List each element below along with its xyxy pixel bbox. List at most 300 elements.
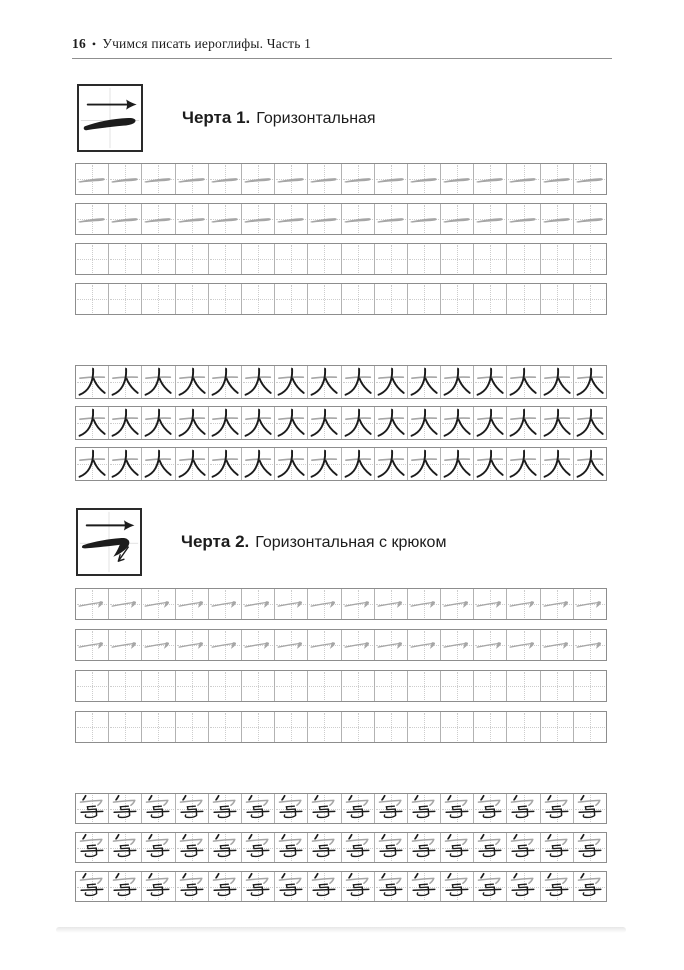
- trace-cell-glyph: [507, 204, 539, 234]
- empty-cell: [408, 671, 441, 701]
- trace-cell-glyph: [342, 630, 374, 660]
- trace-cell: [474, 164, 507, 194]
- empty-cell: [408, 712, 441, 742]
- trace-cell: [507, 589, 540, 619]
- trace-cell-glyph: [308, 589, 340, 619]
- trace-cell: [574, 630, 606, 660]
- trace-cell-glyph: [76, 589, 108, 619]
- character-cell: [176, 872, 209, 901]
- character-cell-glyph: [408, 794, 440, 823]
- character-cell-glyph: [408, 407, 440, 439]
- character-cell-glyph: [142, 833, 174, 862]
- trace-row: [75, 588, 607, 620]
- character-cell: [308, 366, 341, 398]
- empty-cell: [275, 712, 308, 742]
- character-cell-glyph: [76, 407, 108, 439]
- trace-cell: [209, 204, 242, 234]
- trace-cell: [408, 164, 441, 194]
- character-cell-glyph: [541, 448, 573, 480]
- character-cell-glyph: [574, 407, 606, 439]
- trace-cell-glyph: [76, 630, 108, 660]
- trace-cell: [408, 589, 441, 619]
- character-cell-glyph: [242, 448, 274, 480]
- trace-cell: [342, 164, 375, 194]
- character-cell-glyph: [541, 872, 573, 901]
- trace-cell: [574, 204, 606, 234]
- character-cell: [375, 366, 408, 398]
- empty-cell: [176, 244, 209, 274]
- character-cell: [142, 833, 175, 862]
- character-cell: [441, 448, 474, 480]
- character-cell: [574, 366, 606, 398]
- character-cell: [574, 407, 606, 439]
- stroke-1-practice-grid: [75, 163, 607, 323]
- trace-cell-glyph: [142, 164, 174, 194]
- trace-cell-glyph: [275, 589, 307, 619]
- character-cell-glyph: [507, 794, 539, 823]
- character-cell: [441, 872, 474, 901]
- trace-cell-glyph: [176, 204, 208, 234]
- empty-cell: [176, 671, 209, 701]
- character-cell: [242, 872, 275, 901]
- trace-cell-glyph: [408, 630, 440, 660]
- character-cell-glyph: [342, 872, 374, 901]
- character-cell: [242, 448, 275, 480]
- character-cell-glyph: [76, 872, 108, 901]
- trace-cell: [574, 589, 606, 619]
- trace-cell-glyph: [242, 589, 274, 619]
- trace-row: [75, 163, 607, 195]
- empty-cell: [142, 244, 175, 274]
- character-cell-glyph: [275, 794, 307, 823]
- trace-cell-glyph: [76, 204, 108, 234]
- trace-cell: [441, 630, 474, 660]
- horizontal-hook-stroke-diagram-icon: [78, 510, 140, 574]
- character-cell: [275, 407, 308, 439]
- stroke-1-number-label: Черта 1.: [182, 108, 251, 127]
- character-cell: [176, 366, 209, 398]
- character-cell: [308, 872, 341, 901]
- trace-cell-glyph: [574, 630, 606, 660]
- empty-cell: [441, 284, 474, 314]
- trace-cell: [408, 204, 441, 234]
- trace-cell-glyph: [474, 204, 506, 234]
- trace-cell-glyph: [408, 164, 440, 194]
- character-cell: [209, 448, 242, 480]
- character-cell: [176, 794, 209, 823]
- character-cell: [142, 448, 175, 480]
- character-cell-glyph: [541, 366, 573, 398]
- trace-cell: [76, 589, 109, 619]
- character-cell: [474, 448, 507, 480]
- character-cell-glyph: [242, 833, 274, 862]
- character-cell-glyph: [507, 366, 539, 398]
- trace-cell: [507, 204, 540, 234]
- empty-cell: [209, 284, 242, 314]
- character-cell-glyph: [275, 448, 307, 480]
- character-cell: [574, 794, 606, 823]
- character-cell-glyph: [109, 407, 141, 439]
- character-cell-glyph: [441, 794, 473, 823]
- empty-cell: [474, 284, 507, 314]
- trace-cell: [342, 630, 375, 660]
- trace-cell-glyph: [541, 164, 573, 194]
- trace-cell: [275, 630, 308, 660]
- trace-cell: [474, 630, 507, 660]
- character-cell: [209, 872, 242, 901]
- trace-cell: [507, 164, 540, 194]
- character-cell-glyph: [109, 833, 141, 862]
- character-cell: [109, 407, 142, 439]
- stroke-1-name-label: Горизонтальная: [256, 110, 376, 127]
- empty-cell: [342, 671, 375, 701]
- trace-cell: [441, 204, 474, 234]
- character-cell: [308, 833, 341, 862]
- trace-cell: [541, 164, 574, 194]
- character-cell: [142, 794, 175, 823]
- trace-cell-glyph: [142, 630, 174, 660]
- trace-cell-glyph: [541, 589, 573, 619]
- character-cell-glyph: [507, 833, 539, 862]
- empty-cell: [76, 712, 109, 742]
- stroke-2-title: [181, 532, 446, 552]
- character-cell: [507, 794, 540, 823]
- character-cell-glyph: [209, 407, 241, 439]
- character-cell-glyph: [474, 407, 506, 439]
- character-cell-glyph: [142, 872, 174, 901]
- character-cell-glyph: [142, 407, 174, 439]
- trace-cell-glyph: [209, 589, 241, 619]
- character-cell-glyph: [176, 872, 208, 901]
- empty-cell: [574, 244, 606, 274]
- character-cell: [408, 794, 441, 823]
- character-cell: [76, 833, 109, 862]
- character-cell-glyph: [342, 448, 374, 480]
- character-cell: [275, 448, 308, 480]
- character-cell: [474, 366, 507, 398]
- trace-cell: [242, 630, 275, 660]
- empty-cell: [574, 712, 606, 742]
- empty-cell: [242, 284, 275, 314]
- character-cell: [375, 872, 408, 901]
- trace-cell-glyph: [176, 589, 208, 619]
- character-cell-glyph: [507, 407, 539, 439]
- character-cell-glyph: [375, 407, 407, 439]
- trace-cell: [408, 630, 441, 660]
- character-cell-glyph: [474, 833, 506, 862]
- empty-cell: [176, 712, 209, 742]
- trace-cell: [441, 589, 474, 619]
- trace-cell: [242, 204, 275, 234]
- character-cell-glyph: [441, 407, 473, 439]
- empty-cell: [541, 671, 574, 701]
- character-cell-glyph: [308, 872, 340, 901]
- character-cell-glyph: [375, 833, 407, 862]
- character-cell: [176, 407, 209, 439]
- empty-cell: [574, 671, 606, 701]
- trace-cell-glyph: [474, 630, 506, 660]
- stroke-2-number-label: Черта 2.: [181, 532, 250, 551]
- character-row: [75, 365, 607, 399]
- character-cell-glyph: [109, 448, 141, 480]
- character-cell: [242, 366, 275, 398]
- trace-cell: [375, 204, 408, 234]
- character-cell-glyph: [142, 448, 174, 480]
- trace-cell: [142, 204, 175, 234]
- header-separator: •: [91, 37, 97, 51]
- character-cell: [342, 448, 375, 480]
- empty-cell: [209, 671, 242, 701]
- empty-cell: [408, 244, 441, 274]
- character-cell: [541, 872, 574, 901]
- trace-cell-glyph: [408, 589, 440, 619]
- trace-cell: [507, 630, 540, 660]
- character-cell: [441, 833, 474, 862]
- trace-cell: [176, 589, 209, 619]
- trace-cell-glyph: [275, 204, 307, 234]
- trace-cell-glyph: [342, 589, 374, 619]
- trace-cell: [308, 589, 341, 619]
- page-number: 16: [72, 36, 86, 51]
- character-cell-glyph: [507, 872, 539, 901]
- book-title: Учимся писать иероглифы. Часть 1: [102, 36, 312, 51]
- trace-cell: [275, 164, 308, 194]
- empty-cell: [242, 671, 275, 701]
- empty-cell: [109, 284, 142, 314]
- character-cell-glyph: [76, 448, 108, 480]
- empty-cell: [541, 712, 574, 742]
- character-da-practice-grid: [75, 365, 607, 488]
- character-cell: [308, 407, 341, 439]
- trace-cell: [308, 164, 341, 194]
- empty-row: [75, 283, 607, 315]
- trace-cell: [275, 589, 308, 619]
- character-cell: [507, 448, 540, 480]
- character-cell-glyph: [574, 833, 606, 862]
- section-2-heading: [76, 508, 446, 576]
- trace-cell-glyph: [142, 204, 174, 234]
- trace-cell: [109, 630, 142, 660]
- horizontal-stroke-diagram-icon: [79, 86, 141, 150]
- trace-cell-glyph: [441, 204, 473, 234]
- empty-cell: [574, 284, 606, 314]
- trace-cell: [342, 204, 375, 234]
- trace-row: [75, 629, 607, 661]
- character-cell-glyph: [76, 833, 108, 862]
- character-cell: [342, 794, 375, 823]
- character-cell-glyph: [308, 833, 340, 862]
- character-cell-glyph: [76, 794, 108, 823]
- character-cell: [176, 833, 209, 862]
- empty-cell: [109, 671, 142, 701]
- character-cell: [408, 833, 441, 862]
- trace-cell-glyph: [142, 589, 174, 619]
- character-cell: [242, 407, 275, 439]
- trace-cell-glyph: [275, 164, 307, 194]
- empty-cell: [275, 244, 308, 274]
- trace-cell: [375, 164, 408, 194]
- character-cell-glyph: [574, 366, 606, 398]
- empty-cell: [275, 284, 308, 314]
- character-xie-practice-grid: [75, 793, 607, 910]
- empty-cell: [507, 284, 540, 314]
- empty-cell: [507, 244, 540, 274]
- empty-cell: [474, 712, 507, 742]
- character-cell: [574, 448, 606, 480]
- trace-cell-glyph: [242, 164, 274, 194]
- character-cell: [275, 794, 308, 823]
- trace-cell-glyph: [441, 589, 473, 619]
- trace-cell: [209, 589, 242, 619]
- character-cell-glyph: [408, 833, 440, 862]
- empty-cell: [308, 244, 341, 274]
- character-cell-glyph: [541, 794, 573, 823]
- empty-cell: [76, 244, 109, 274]
- empty-cell: [541, 244, 574, 274]
- trace-cell: [176, 164, 209, 194]
- character-cell-glyph: [176, 448, 208, 480]
- character-cell: [209, 366, 242, 398]
- character-cell-glyph: [242, 366, 274, 398]
- empty-cell: [375, 244, 408, 274]
- character-row: [75, 832, 607, 863]
- character-cell: [342, 366, 375, 398]
- trace-cell-glyph: [209, 204, 241, 234]
- character-cell-glyph: [242, 794, 274, 823]
- empty-row: [75, 711, 607, 743]
- character-cell-glyph: [142, 366, 174, 398]
- character-cell: [242, 794, 275, 823]
- empty-cell: [142, 671, 175, 701]
- empty-cell: [375, 284, 408, 314]
- character-cell: [574, 872, 606, 901]
- empty-cell: [342, 712, 375, 742]
- page-header: [72, 36, 612, 52]
- character-cell: [142, 872, 175, 901]
- trace-cell-glyph: [275, 630, 307, 660]
- character-cell: [209, 407, 242, 439]
- trace-cell-glyph: [574, 204, 606, 234]
- character-cell-glyph: [176, 833, 208, 862]
- empty-cell: [76, 284, 109, 314]
- character-cell-glyph: [209, 794, 241, 823]
- empty-cell: [142, 712, 175, 742]
- trace-cell-glyph: [408, 204, 440, 234]
- character-cell-glyph: [209, 448, 241, 480]
- stroke-1-diagram-box: [77, 84, 143, 152]
- empty-cell: [342, 284, 375, 314]
- character-cell: [375, 448, 408, 480]
- trace-cell-glyph: [209, 630, 241, 660]
- character-cell: [109, 794, 142, 823]
- character-cell-glyph: [474, 872, 506, 901]
- trace-cell-glyph: [109, 164, 141, 194]
- character-cell-glyph: [275, 872, 307, 901]
- trace-cell: [76, 164, 109, 194]
- empty-cell: [441, 671, 474, 701]
- character-cell: [242, 833, 275, 862]
- character-cell: [342, 407, 375, 439]
- character-cell: [408, 872, 441, 901]
- empty-cell: [375, 712, 408, 742]
- character-cell: [342, 833, 375, 862]
- trace-cell-glyph: [242, 630, 274, 660]
- character-cell: [474, 794, 507, 823]
- trace-cell: [308, 630, 341, 660]
- trace-cell-glyph: [109, 204, 141, 234]
- character-cell: [541, 366, 574, 398]
- trace-cell-glyph: [541, 630, 573, 660]
- empty-cell: [308, 712, 341, 742]
- character-row: [75, 406, 607, 440]
- character-cell-glyph: [342, 407, 374, 439]
- empty-cell: [176, 284, 209, 314]
- page-bottom-scan-shadow: [56, 927, 626, 933]
- character-cell: [507, 872, 540, 901]
- trace-cell-glyph: [375, 589, 407, 619]
- character-cell-glyph: [308, 448, 340, 480]
- trace-cell: [142, 164, 175, 194]
- character-cell-glyph: [176, 407, 208, 439]
- trace-cell: [109, 164, 142, 194]
- character-cell: [541, 794, 574, 823]
- trace-cell: [76, 204, 109, 234]
- trace-cell-glyph: [176, 164, 208, 194]
- trace-cell: [275, 204, 308, 234]
- character-cell-glyph: [441, 366, 473, 398]
- trace-cell: [76, 630, 109, 660]
- character-cell-glyph: [441, 448, 473, 480]
- trace-cell-glyph: [507, 589, 539, 619]
- character-cell-glyph: [541, 833, 573, 862]
- character-cell-glyph: [574, 448, 606, 480]
- character-cell: [441, 407, 474, 439]
- empty-cell: [441, 244, 474, 274]
- character-cell: [441, 366, 474, 398]
- character-cell: [209, 833, 242, 862]
- trace-cell: [342, 589, 375, 619]
- character-cell-glyph: [275, 833, 307, 862]
- character-cell: [408, 448, 441, 480]
- character-cell: [76, 366, 109, 398]
- character-cell: [109, 366, 142, 398]
- character-cell: [507, 407, 540, 439]
- empty-cell: [507, 712, 540, 742]
- trace-cell-glyph: [342, 204, 374, 234]
- trace-cell-glyph: [109, 630, 141, 660]
- character-cell-glyph: [574, 872, 606, 901]
- empty-row: [75, 243, 607, 275]
- trace-cell-glyph: [242, 204, 274, 234]
- character-row: [75, 793, 607, 824]
- character-cell-glyph: [109, 366, 141, 398]
- trace-cell-glyph: [541, 204, 573, 234]
- character-cell-glyph: [375, 448, 407, 480]
- empty-cell: [342, 244, 375, 274]
- character-cell-glyph: [209, 872, 241, 901]
- trace-cell: [176, 630, 209, 660]
- character-cell: [408, 407, 441, 439]
- empty-cell: [541, 284, 574, 314]
- empty-cell: [507, 671, 540, 701]
- empty-cell: [308, 671, 341, 701]
- trace-cell: [209, 630, 242, 660]
- trace-cell-glyph: [76, 164, 108, 194]
- trace-cell-glyph: [342, 164, 374, 194]
- character-cell-glyph: [375, 794, 407, 823]
- character-row: [75, 447, 607, 481]
- trace-cell: [109, 204, 142, 234]
